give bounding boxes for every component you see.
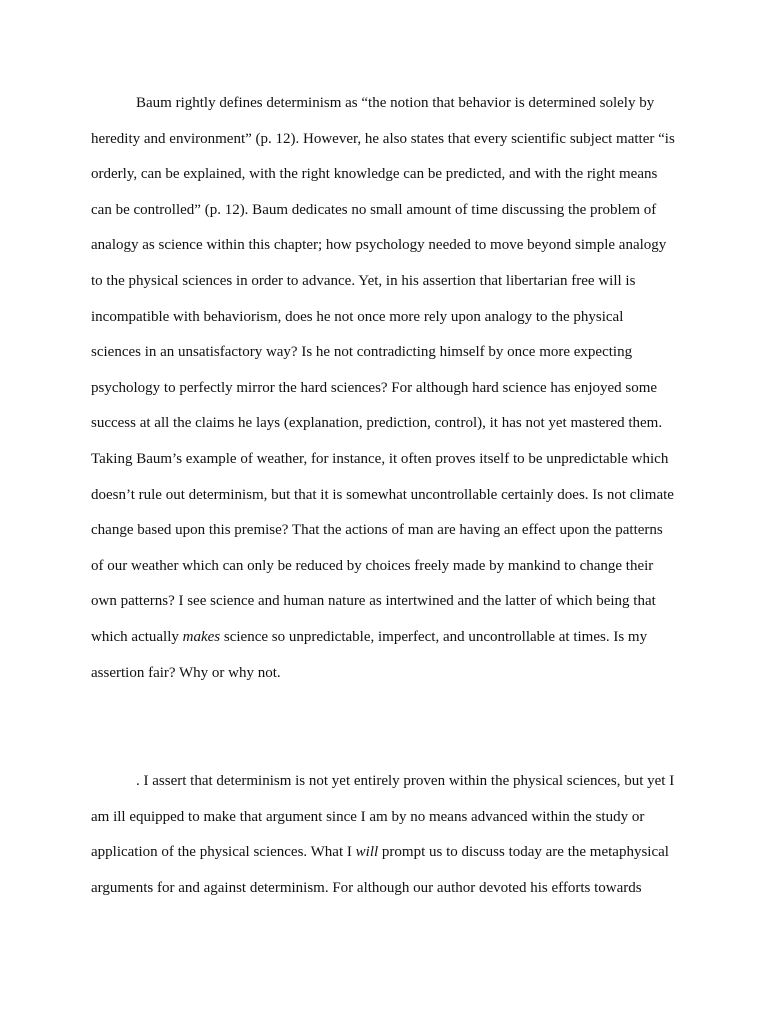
text-segment: application of the physical sciences. What I — [91, 844, 356, 861]
text-line: change based upon this premise? That the actions of man are having an effect upon the patterns — [91, 522, 663, 539]
italic-emphasis: makes — [182, 628, 221, 645]
text-line: psychology to perfectly mirror the hard sciences? For although hard science has enjoyed some — [91, 379, 658, 396]
text-line: can be controlled” (p. 12). Baum dedicates no small amount of time discussing the problem of — [91, 201, 657, 218]
text-line: analogy as science within this chapter; how psychology needed to move beyond simple analogy — [91, 237, 667, 254]
text-line: own patterns? I see science and human nature as intertwined and the latter of which being that — [91, 593, 656, 610]
text-line: sciences in an unsatisfactory way? Is he not contradicting himself by once more expecting — [91, 344, 633, 361]
italic-emphasis: will — [355, 844, 379, 861]
text-line: to the physical sciences in order to advance. Yet, in his assertion that libertarian free will is — [91, 272, 636, 289]
text-segment: science so unpredictable, imperfect, and uncontrollable at times. Is my — [220, 628, 648, 645]
paragraph-assertion — [91, 773, 691, 915]
text-segment: prompt us to discuss today are the metaphysical — [378, 844, 669, 861]
text-line: orderly, can be explained, with the right knowledge can be predicted, and with the right means — [91, 166, 658, 183]
text-line: of our weather which can only be reduced by choices freely made by mankind to change their — [91, 557, 654, 574]
text-line: doesn’t rule out determinism, but that it is somewhat uncontrollable certainly does. Is not climate — [91, 486, 674, 503]
text-line — [91, 629, 691, 665]
text-line: Baum rightly defines determinism as “the notion that behavior is determined solely by — [136, 95, 655, 111]
text-line: heredity and environment” (p. 12). However, he also states that every scientific subject matter “is — [91, 130, 675, 147]
text-line: success at all the claims he lays (explanation, prediction, control), it has not yet mastered them. — [91, 415, 663, 432]
text-line: . I assert that determinism is not yet entirely proven within the physical sciences, but yet I — [136, 773, 675, 789]
text-line — [91, 844, 691, 880]
text-line: am ill equipped to make that argument since I am by no means advanced within the study or — [91, 808, 645, 825]
text-segment: which actually — [91, 628, 183, 645]
text-line: incompatible with behaviorism, does he not once more rely upon analogy to the physical — [91, 308, 624, 325]
text-line: assertion fair? Why or why not. — [91, 664, 281, 681]
paragraph-baum-determinism — [91, 95, 691, 700]
text-line: Taking Baum’s example of weather, for instance, it often proves itself to be unpredictable which — [91, 450, 669, 467]
text-line: arguments for and against determinism. For although our author devoted his efforts towards — [91, 879, 642, 896]
